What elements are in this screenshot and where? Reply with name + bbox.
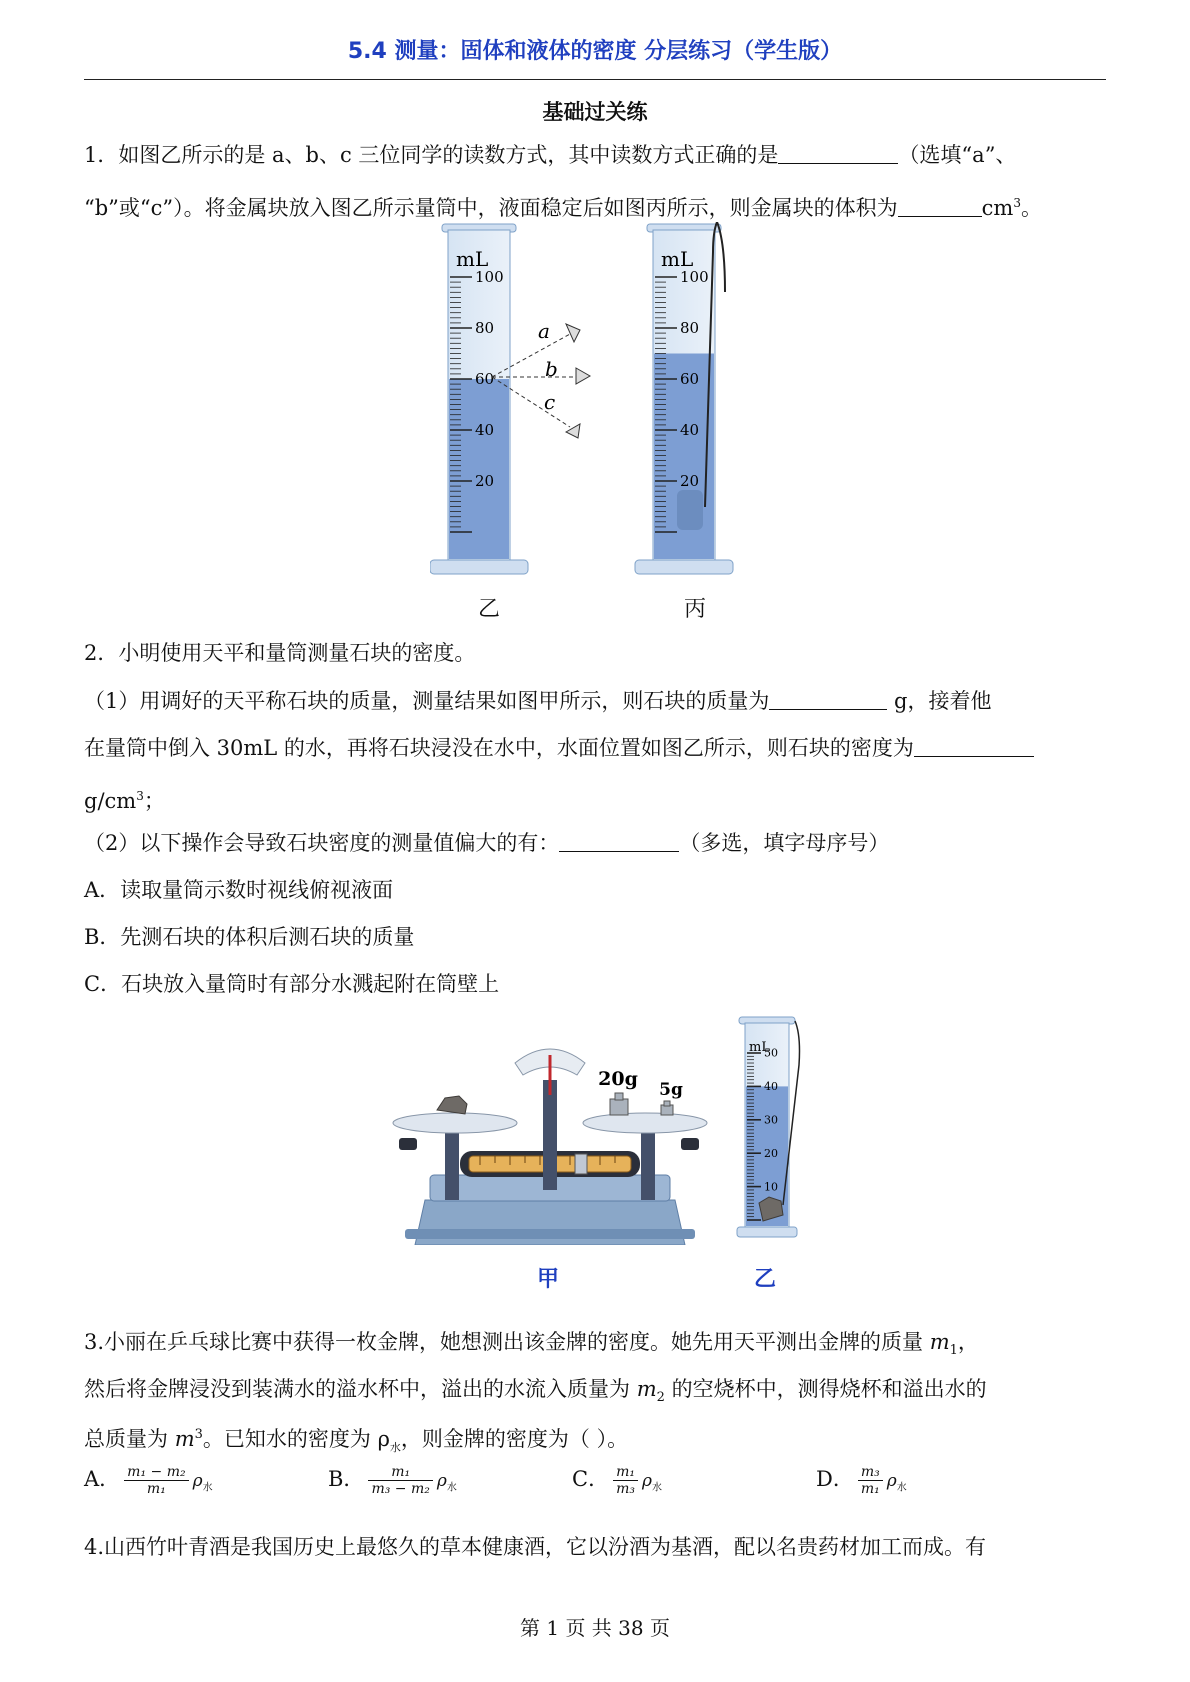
metal-block [677, 490, 703, 530]
q3-text-e: 。已知水的密度为 ρ [202, 1427, 390, 1451]
cylinder-yi [430, 224, 528, 574]
q2-figure [385, 1015, 825, 1245]
rho-symbol: ρ [641, 1471, 652, 1491]
scale-label: 40 [680, 421, 700, 439]
scale-label: 30 [764, 1113, 778, 1127]
fraction-numerator: m₃ [858, 1464, 883, 1481]
q3-sub-2: 2 [656, 1390, 665, 1406]
weight-20g-label: 20g [598, 1068, 638, 1090]
q3-option-a-label: A． [84, 1467, 121, 1491]
q1-text-b: （选填“a”、 [898, 143, 1017, 167]
q2-caption-yi: 乙 [754, 1267, 777, 1292]
q3-option-c[interactable] [572, 1463, 662, 1497]
q3-option-d-label: D． [816, 1467, 854, 1491]
q1-text-a: 1．如图乙所示的是 a、b、c 三位同学的读数方式，其中读数方式正确的是 [84, 143, 779, 167]
q1-blank-1[interactable] [778, 141, 898, 164]
scale-label: 20 [680, 472, 700, 490]
scale-label: 60 [475, 370, 495, 388]
q2-option-b: B．先测石块的体积后测石块的质量 [84, 925, 415, 949]
q2-blank-options[interactable] [559, 829, 679, 852]
q3-text-a: 3.小丽在乒乓球比赛中获得一枚金牌，她想测出该金牌的密度。她先用天平测出金牌的质量 [84, 1330, 930, 1354]
eye-label-a: a [538, 319, 550, 343]
section-title: 基础过关练 [542, 100, 648, 124]
fraction-denominator: m₃ [616, 1481, 635, 1497]
q2-p1-text-c: 在量筒中倒入 30mL 的水，再将石块浸没在水中，水面位置如图乙所示，则石块的密度为 [84, 736, 914, 760]
q2-end: ； [143, 789, 165, 813]
fraction-numerator: m₁ [368, 1464, 432, 1481]
q2-option-c: C．石块放入量筒时有部分水溅起附在筒壁上 [84, 972, 500, 996]
q3-var-m3: m [174, 1427, 195, 1451]
q3-option-b-label: B． [328, 1467, 365, 1491]
q1-line-1 [84, 140, 1016, 170]
q2-p1-text-a: （1）用调好的天平称石块的质量，测量结果如图甲所示，则石块的质量为 [84, 689, 770, 713]
cylinder-q2-unit: mL [749, 1040, 770, 1055]
q3-text-d: 总质量为 [84, 1427, 175, 1451]
q2-unit-sup: 3 [136, 789, 144, 803]
q3-line-2 [84, 1374, 987, 1413]
q1-figure [430, 222, 760, 592]
header-rule [84, 79, 1106, 80]
q3-var-m2: m [636, 1377, 657, 1401]
fraction-numerator: m₁ − m₂ [124, 1464, 188, 1481]
rho-subscript: 水 [202, 1482, 213, 1494]
cylinder-bing-unit: mL [661, 247, 694, 271]
rho-subscript: 水 [651, 1482, 662, 1494]
q2-blank-mass[interactable] [769, 687, 887, 710]
q3-text-b: 然后将金牌浸没到装满水的溢水杯中，溢出的水流入质量为 [84, 1377, 637, 1401]
rho-subscript: 水 [446, 1482, 457, 1494]
q1-caption-yi: 乙 [478, 597, 501, 622]
scale-label: 20 [475, 472, 495, 490]
weight-20g [610, 1099, 628, 1115]
cylinder-q2 [737, 1017, 800, 1237]
q2-stem: 2．小明使用天平和量筒测量石块的密度。 [84, 641, 476, 665]
fraction-denominator: m₁ [860, 1481, 880, 1497]
q3-line-3 [84, 1420, 628, 1463]
scale-label: 20 [764, 1146, 778, 1160]
q1-caption-bing: 丙 [684, 597, 707, 622]
scale-label: 50 [764, 1046, 778, 1060]
q2-unit: g/cm [84, 789, 137, 813]
scale-label: 40 [475, 421, 495, 439]
q4-line-1: 4.山西竹叶青酒是我国历史上最悠久的草本健康酒，它以汾酒为基酒，配以名贵药材加工而成。有 [84, 1535, 987, 1559]
q3-sup-3: 3 [194, 1427, 203, 1442]
balance [393, 1049, 707, 1245]
q3-text-f: ，则金牌的密度为（ ）。 [400, 1427, 629, 1451]
fraction-numerator: m₁ [613, 1464, 638, 1481]
q1-end: 。 [1020, 196, 1042, 220]
q2-p1-line-2 [84, 733, 1034, 763]
fraction-denominator: m₃ − m₂ [371, 1481, 430, 1497]
eye-label-b: b [545, 357, 558, 381]
scale-label: 80 [680, 319, 700, 337]
scale-label: 100 [475, 268, 504, 286]
q2-caption-jia: 甲 [537, 1267, 560, 1292]
q3-line-1 [84, 1327, 979, 1366]
q2-p1-line-1 [84, 686, 991, 716]
q3-option-b-fraction [368, 1464, 432, 1497]
scale-label: 40 [764, 1080, 778, 1094]
rho-symbol: ρ [192, 1471, 203, 1491]
q3-option-d-fraction [858, 1464, 883, 1497]
q1-text-c: “b”或“c”）。将金属块放入图乙所示量筒中，液面稳定后如图丙所示，则金属块的体积为 [84, 196, 898, 220]
q3-sub-1: 1 [949, 1343, 958, 1359]
rider [575, 1154, 587, 1174]
rho-symbol: ρ [436, 1471, 447, 1491]
q2-option-a: A．读取量筒示数时视线俯视液面 [84, 878, 394, 902]
rho-subscript: 水 [896, 1482, 907, 1494]
fraction-denominator: m₁ [146, 1481, 166, 1497]
q3-option-a-fraction [124, 1464, 188, 1497]
stone [437, 1096, 467, 1114]
q3-rho-sub: 水 [389, 1441, 401, 1455]
scale-label: 80 [475, 319, 495, 337]
weight-5g-label: 5g [659, 1080, 683, 1100]
q2-p2-text-b: （多选，填字母序号） [679, 831, 890, 855]
q1-line-2 [84, 188, 1042, 223]
page-title: 5.4 测量：固体和液体的密度 分层练习（学生版） [347, 39, 843, 64]
scale-label: 60 [680, 370, 700, 388]
page-footer: 第 1 页 共 38 页 [520, 1616, 670, 1640]
q3-text-c: 的空烧杯中，测得烧杯和溢出水的 [664, 1377, 987, 1401]
q2-p1-line-3 [84, 781, 165, 816]
q2-p1-text-b: g，接着他 [887, 689, 992, 713]
q1-unit: cm [981, 196, 1014, 220]
q2-p2-text-a: （2）以下操作会导致石块密度的测量值偏大的有： [84, 831, 560, 855]
cylinder-yi-unit: mL [456, 247, 489, 271]
cylinder-bing [635, 222, 733, 574]
q3-end-1: ， [957, 1330, 979, 1354]
eye-label-c: c [544, 390, 556, 414]
q3-option-a[interactable] [84, 1463, 213, 1497]
q1-blank-2[interactable] [898, 194, 982, 217]
q2-p2-line [84, 828, 889, 858]
q3-option-c-fraction [613, 1464, 638, 1497]
q3-option-c-label: C． [572, 1467, 610, 1491]
q3-option-b[interactable] [328, 1463, 457, 1497]
q3-option-d[interactable] [816, 1463, 907, 1497]
scale-label: 10 [764, 1180, 778, 1194]
eye-icon [566, 324, 590, 438]
q1-unit-sup: 3 [1013, 196, 1021, 210]
q3-var-m1: m [929, 1330, 950, 1354]
rho-symbol: ρ [886, 1471, 897, 1491]
q2-blank-density[interactable] [914, 734, 1034, 757]
scale-label: 100 [680, 268, 709, 286]
